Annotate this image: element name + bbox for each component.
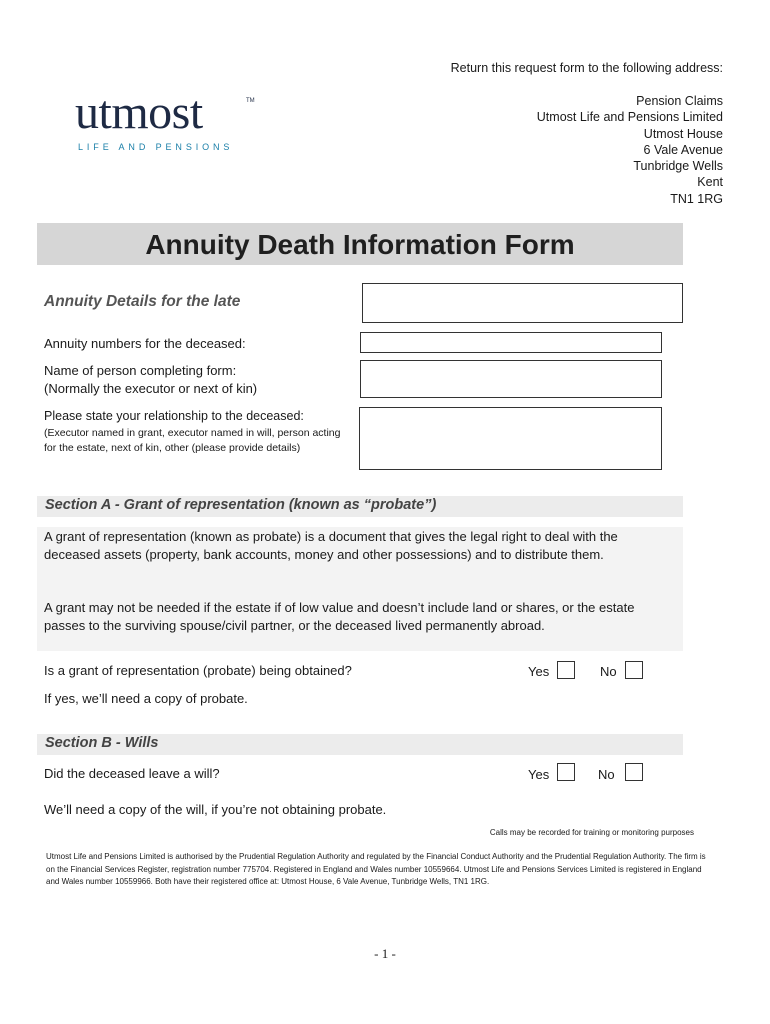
relationship-field[interactable] bbox=[359, 407, 662, 470]
page-number: - 1 - bbox=[374, 946, 396, 961]
utmost-logo: utmost bbox=[75, 86, 203, 139]
annuity-details-heading: Annuity Details for the late bbox=[44, 293, 241, 310]
will-no-checkbox[interactable] bbox=[625, 763, 643, 781]
address-line: Utmost Life and Pensions Limited bbox=[536, 110, 723, 125]
section-a-heading: Section A - Grant of representation (known as “probate”) bbox=[45, 497, 437, 513]
will-yes-checkbox[interactable] bbox=[557, 763, 575, 781]
logo-trademark: TM bbox=[246, 98, 255, 104]
probate-explanation: A grant of representation (known as probate) is a document that gives the legal right to deal with the deceased assets (property, bank accounts, money and other possessions) and to distribute them. bbox=[44, 529, 618, 562]
probate-yes-checkbox[interactable] bbox=[557, 661, 575, 679]
person-completing-field[interactable] bbox=[360, 360, 662, 398]
probate-question: Is a grant of representation (probate) being obtained? bbox=[44, 663, 352, 678]
address-line: Utmost House bbox=[643, 126, 723, 141]
will-question: Did the deceased leave a will? bbox=[44, 766, 220, 781]
probate-yes-label: Yes bbox=[528, 664, 550, 679]
will-copy-note: We’ll need a copy of the will, if you’re not obtaining probate. bbox=[44, 802, 387, 817]
annuity-numbers-label: Annuity numbers for the deceased: bbox=[44, 336, 246, 351]
probate-copy-note: If yes, we’ll need a copy of probate. bbox=[44, 691, 248, 706]
probate-exceptions: A grant may not be needed if the estate if of low value and doesn’t include land or shares, or the estate passes to the surviving spouse/civil partner, or the deceased lived permanently abroad. bbox=[44, 600, 635, 633]
form-title: Annuity Death Information Form bbox=[145, 229, 575, 260]
return-address bbox=[430, 93, 723, 207]
address-line: Kent bbox=[697, 175, 723, 190]
section-b-heading: Section B - Wills bbox=[45, 735, 159, 751]
address-line: Pension Claims bbox=[636, 94, 723, 108]
legal-disclaimer: Utmost Life and Pensions Limited is authorised by the Prudential Regulation Authority and regulated by the Financial Conduct Authority and the Prudential Regulation Authority. The firm is on the Financial Services Register, registration number 775704. Registered in England and Wales number 10559664. Utmost Life and Pensions Services Limited is registered in England and Wales number 10559966. Both have their registered office at: Utmost House, 6 Vale Avenue, Tunbridge Wells, TN1 1RG. bbox=[46, 852, 706, 886]
address-line: 6 Vale Avenue bbox=[643, 142, 723, 157]
relationship-help: (Executor named in grant, executor named in will, person acting for the estate, next of kin, other (please provide details) bbox=[44, 427, 341, 454]
probate-no-label: No bbox=[600, 664, 617, 679]
address-line: TN1 1RG bbox=[670, 191, 723, 206]
address-line: Tunbridge Wells bbox=[633, 159, 723, 174]
annuity-numbers-field[interactable] bbox=[360, 332, 662, 353]
relationship-label: Please state your relationship to the deceased: bbox=[44, 409, 304, 423]
person-completing-label: Name of person completing form: bbox=[44, 363, 237, 378]
calls-recorded-note: Calls may be recorded for training or monitoring purposes bbox=[489, 828, 694, 837]
will-yes-label: Yes bbox=[528, 767, 550, 782]
probate-no-checkbox[interactable] bbox=[625, 661, 643, 679]
person-completing-hint: (Normally the executor or next of kin) bbox=[44, 381, 258, 396]
deceased-name-field[interactable] bbox=[362, 283, 683, 323]
logo-tagline: LIFE AND PENSIONS bbox=[78, 142, 234, 152]
return-address-intro: Return this request form to the following address: bbox=[450, 61, 723, 75]
will-no-label: No bbox=[598, 767, 615, 782]
